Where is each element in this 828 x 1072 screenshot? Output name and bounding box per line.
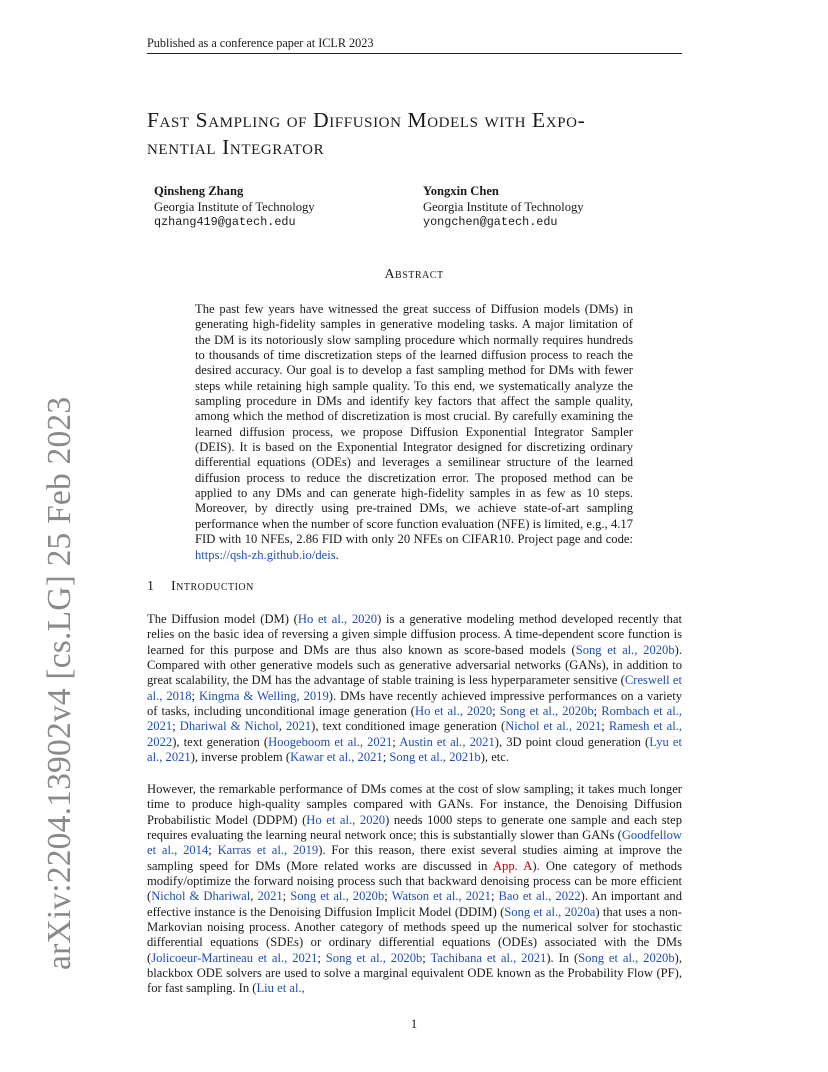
citation-link[interactable]: Hoogeboom et al., 2021 <box>268 734 393 749</box>
citation-link[interactable]: https://qsh-zh.github.io/deis <box>195 547 336 562</box>
appendix-link[interactable]: App. A <box>492 858 533 873</box>
body-text: ). An important and effective instance is the Denoising Diffusion Implicit Model (DDIM) ( <box>147 889 683 919</box>
paper-title <box>147 107 707 161</box>
body-text: . <box>335 547 339 562</box>
body-text: ; <box>172 719 180 734</box>
citation-link[interactable]: Kingma & Welling, 2019 <box>198 688 329 703</box>
section-title: Introduction <box>171 579 254 594</box>
citation-link[interactable]: Creswell et al., 2018 <box>147 673 682 703</box>
body-text: ). For this reason, there exist several studies aiming at improve the sampling speed for DMs (More related works are discussed in <box>147 843 683 873</box>
citation-link[interactable]: 2021 <box>285 719 312 734</box>
body-text: However, the remarkable performance of DMs comes at the cost of slow sampling; it takes much longer time to produce high-quality samples compared with GANs. For instance, the Denoising Diffusion Probabilistic Model (DDPM) ( <box>147 782 682 827</box>
author-name: Qinsheng Zhang <box>154 184 244 198</box>
body-text: ). DMs have recently achieved impressive performances on a variety of tasks, including unconditional image generation ( <box>147 688 682 719</box>
running-header: Published as a conference paper at ICLR 2023 <box>147 36 374 50</box>
body-text: , <box>278 719 286 734</box>
citation-link[interactable]: Liu et al., <box>256 981 305 996</box>
abstract-heading: Abstract <box>384 267 444 282</box>
body-text: ) that uses a non-Markovian noising process. Another category of methods speed up the numerical solver for stochastic differential equations (SDEs) or ordinary differential equations (ODEs) associated with the DMs ( <box>147 904 682 965</box>
body-text: ). Compared with other generative models such as generative adversarial networks (GANs), in addition to great scalability, the DM has the advantage of stable training is less hyperparameter sensitive ( <box>147 642 682 688</box>
citation-link[interactable]: Bao et al., 2022 <box>498 889 581 904</box>
body-text: ), text generation ( <box>172 734 269 749</box>
section-heading <box>147 579 254 595</box>
body-text: ; <box>601 719 609 734</box>
body-text: ; <box>282 889 291 904</box>
body-text: ), etc. <box>480 750 510 765</box>
body-text: The Diffusion model (DM) ( <box>147 612 298 626</box>
body-text: ). One category of methods modify/optimize the forward noising process such that backward denoising process can be more efficient ( <box>147 858 682 904</box>
body-text: ; <box>191 688 199 703</box>
citation-link[interactable]: Austin et al., 2021 <box>399 734 495 749</box>
body-text: ; <box>490 889 499 904</box>
citation-link[interactable]: Song et al., 2020a <box>504 904 596 919</box>
body-text: ) needs 1000 steps to generate one sample and each step requires evaluating the learning neural network once; this is substantially slower than GANs ( <box>147 812 683 843</box>
citation-link[interactable]: Ho et al., 2020 <box>414 704 493 719</box>
citation-link[interactable]: Song et al., 2020b <box>578 950 675 965</box>
page-number: 1 <box>410 1017 418 1031</box>
body-text: ) is a generative modeling method developed recently that relies on the basic idea of reversing a given simple diffusion process. A time-dependent score function is learned for this purpose and DMs are thus also known as score-based models ( <box>147 612 682 657</box>
citation-link[interactable]: Song et al., 2020b <box>499 704 594 719</box>
citation-link[interactable]: Goodfellow et al., 2014 <box>147 828 682 858</box>
citation-link[interactable]: Ramesh et al., 2022 <box>147 719 682 749</box>
citation-link[interactable]: Nichol & Dhariwal <box>151 889 251 904</box>
citation-link[interactable]: Song et al., 2020b <box>575 642 675 657</box>
author-email[interactable]: qzhang419@gatech.edu <box>154 215 296 230</box>
body-text: ; <box>382 750 390 765</box>
body-text: ), text conditioned image generation ( <box>311 719 506 734</box>
citation-link[interactable]: Song et al., 2021b <box>389 750 481 765</box>
citation-link[interactable]: Nichol et al., 2021 <box>505 719 602 734</box>
body-text: ), inverse problem ( <box>190 750 291 765</box>
body-text: ; <box>317 950 326 965</box>
citation-link[interactable]: Lyu et al., 2021 <box>147 734 682 765</box>
section-number: 1 <box>147 579 155 594</box>
citation-link[interactable]: Watson et al., 2021 <box>391 889 491 904</box>
citation-link[interactable]: Ho et al., 2020 <box>297 612 378 626</box>
header-rule <box>147 53 682 54</box>
citation-link[interactable]: Kawar et al., 2021 <box>290 750 383 765</box>
abstract-body <box>195 302 633 563</box>
body-text: , <box>250 889 258 904</box>
citation-link[interactable]: Jolicoeur-Martineau et al., 2021 <box>151 950 318 965</box>
body-text: ; <box>384 889 392 904</box>
citation-link[interactable]: Rombach et al., 2021 <box>147 704 683 734</box>
author-affiliation: Georgia Institute of Technology <box>154 199 315 214</box>
title-line-1: Fast Sampling of Diffusion Models with Expo- <box>147 108 586 132</box>
citation-link[interactable]: Karras et al., 2019 <box>217 843 319 858</box>
body-text: ; <box>492 704 500 719</box>
arxiv-stamp: arXiv:2204.13902v4 [cs.LG] 25 Feb 2023 <box>41 396 78 970</box>
body-text: The past few years have witnessed the great success of Diffusion models (DMs) in generating high-fidelity samples in generative modeling tasks. A major limitation of the DM is its notoriously slow sampling procedure which normally requires hundreds to thousands of time discretization steps of the learned diffusion process to reach the desired accuracy. Our goal is to develop a fast sampling method for DMs with fewer steps while retaining high sample quality. To this end, we systematically analyze the sampling procedure in DMs and identify key factors that affect the sample quality, among which the method of discretization is most crucial. By carefully examining the learned diffusion process, we propose Diffusion Exponential Integrator Sampler (DEIS). It is based on the Exponential Integrator designed for discretizing ordinary differential equations (ODEs) and leverages a semilinear structure of the learned diffusion process to reduce the discretization error. The proposed method can be applied to any DMs and can generate high-fidelity samples in as few as 10 steps. Moreover, by directly using pre-trained DMs, we achieve state-of-art sampling performance when the number of score function evaluation (NFE) is limited, e.g., 4.17 FID with 10 NFEs, 2.86 FID with only 20 NFEs on CIFAR10. Project page and code: <box>195 302 633 547</box>
author-email[interactable]: yongchen@gatech.edu <box>423 215 558 230</box>
body-text: ; <box>392 734 400 749</box>
body-text: ), 3D point cloud generation ( <box>494 734 650 749</box>
body-text: ; <box>422 950 431 965</box>
author-name: Yongxin Chen <box>423 184 499 198</box>
intro-paragraph-2 <box>147 782 682 997</box>
intro-paragraph-1 <box>147 612 682 765</box>
citation-link[interactable]: Song et al., 2020b <box>290 889 385 904</box>
citation-link[interactable]: Dhariwal & Nichol <box>179 719 279 734</box>
body-text: ). In ( <box>546 950 579 965</box>
body-text: ; <box>208 843 218 858</box>
citation-link[interactable]: Tachibana et al., 2021 <box>430 950 547 965</box>
author-affiliation: Georgia Institute of Technology <box>423 199 584 214</box>
title-line-2: nential Integrator <box>147 135 325 159</box>
body-text: ), blackbox ODE solvers are used to solve a marginal equivalent ODE known as the Probability Flow (PF), for fast sampling. In ( <box>147 950 682 996</box>
body-text: ; <box>593 704 602 719</box>
citation-link[interactable]: Ho et al., 2020 <box>306 812 386 827</box>
citation-link[interactable]: 2021 <box>257 889 283 904</box>
author-block-1 <box>154 184 315 231</box>
author-block-2 <box>423 184 584 231</box>
citation-link[interactable]: Song et al., 2020b <box>325 950 423 965</box>
